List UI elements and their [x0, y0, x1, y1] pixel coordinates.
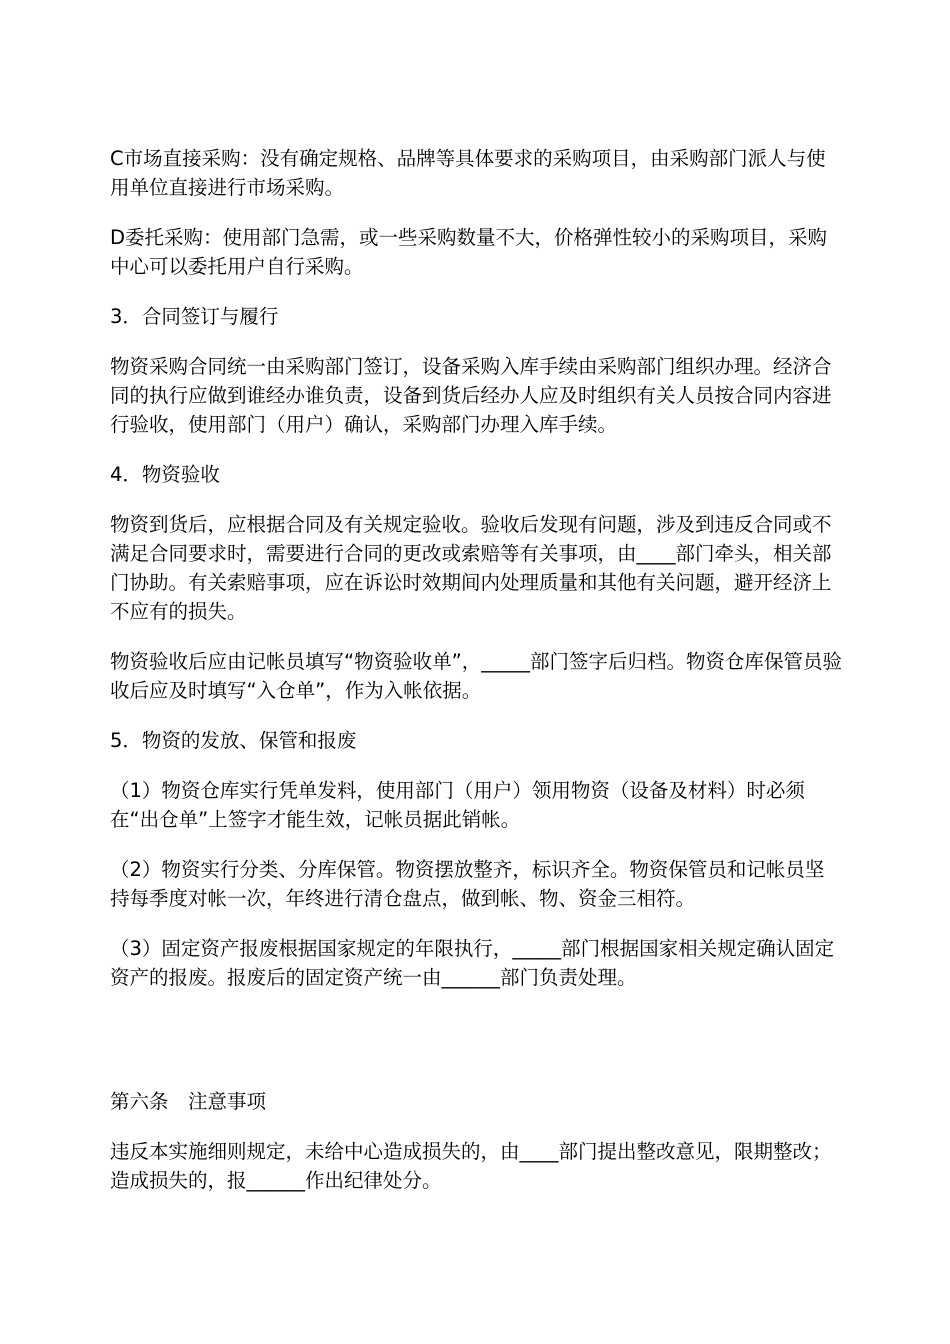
- paragraph-violation-handling: 违反本实施细则规定，未给中心造成损失的，由____部门提出整改意见，限期整改；造成损失的，报______作出纪律处分。: [110, 1140, 832, 1192]
- paragraph-item-1: （1）物资仓库实行凭单发料，使用部门（用户）领用物资（设备及材料）时必须在“出仓单”上签字才能生效，记帐员据此销帐。: [110, 779, 805, 831]
- section-title-article-6: 第六条 注意事项: [110, 1090, 267, 1113]
- paragraph-item-3: （3）固定资产报废根据国家规定的年限执行，_____部门根据国家相关规定确认固定资产的报废。报废后的固定资产统一由______部门负责处理。: [110, 937, 835, 989]
- heading-contract-signing: 3．合同签订与履行: [110, 305, 279, 328]
- paragraph-item-2: （2）物资实行分类、分库保管。物资摆放整齐，标识齐全。物资保管员和记帐员坚持每季度对帐一次，年终进行清仓盘点，做到帐、物、资金三相符。: [110, 858, 825, 910]
- document-page: [110, 144, 842, 1216]
- heading-issue-storage-scrap: 5．物资的发放、保管和报废: [110, 729, 357, 752]
- section-spacer: [110, 1013, 842, 1087]
- paragraph-market-direct-purchase: C市场直接采购：没有确定规格、品牌等具体要求的采购项目，由采购部门派人与使用单位直接进行市场采购。: [110, 147, 826, 199]
- heading-material-acceptance: 4．物资验收: [110, 463, 220, 486]
- paragraph-acceptance-records: 物资验收后应由记帐员填写“物资验收单”，_____部门签字后归档。物资仓库保管员验收后应及时填写“入仓单”，作为入帐依据。: [110, 650, 842, 702]
- paragraph-contract-signing: 物资采购合同统一由采购部门签订，设备采购入库手续由采购部门组织办理。经济合同的执行应做到谁经办谁负责，设备到货后经办人应及时组织有关人员按合同内容进行验收，使用部门（用户）确认，采购部门办理入库手续。: [110, 355, 832, 436]
- paragraph-acceptance-problems: 物资到货后，应根据合同及有关规定验收。验收后发现有问题，涉及到违反合同或不满足合同要求时，需要进行合同的更改或索赔等有关事项，由____部门牵头，相关部门协助。有关索赔事项，应在诉讼时效期间内处理质量和其他有关问题，避开经济上不应有的损失。: [110, 513, 832, 623]
- paragraph-entrusted-purchase: D委托采购：使用部门急需，或一些采购数量不大，价格弹性较小的采购项目，采购中心可以委托用户自行采购。: [110, 226, 828, 278]
